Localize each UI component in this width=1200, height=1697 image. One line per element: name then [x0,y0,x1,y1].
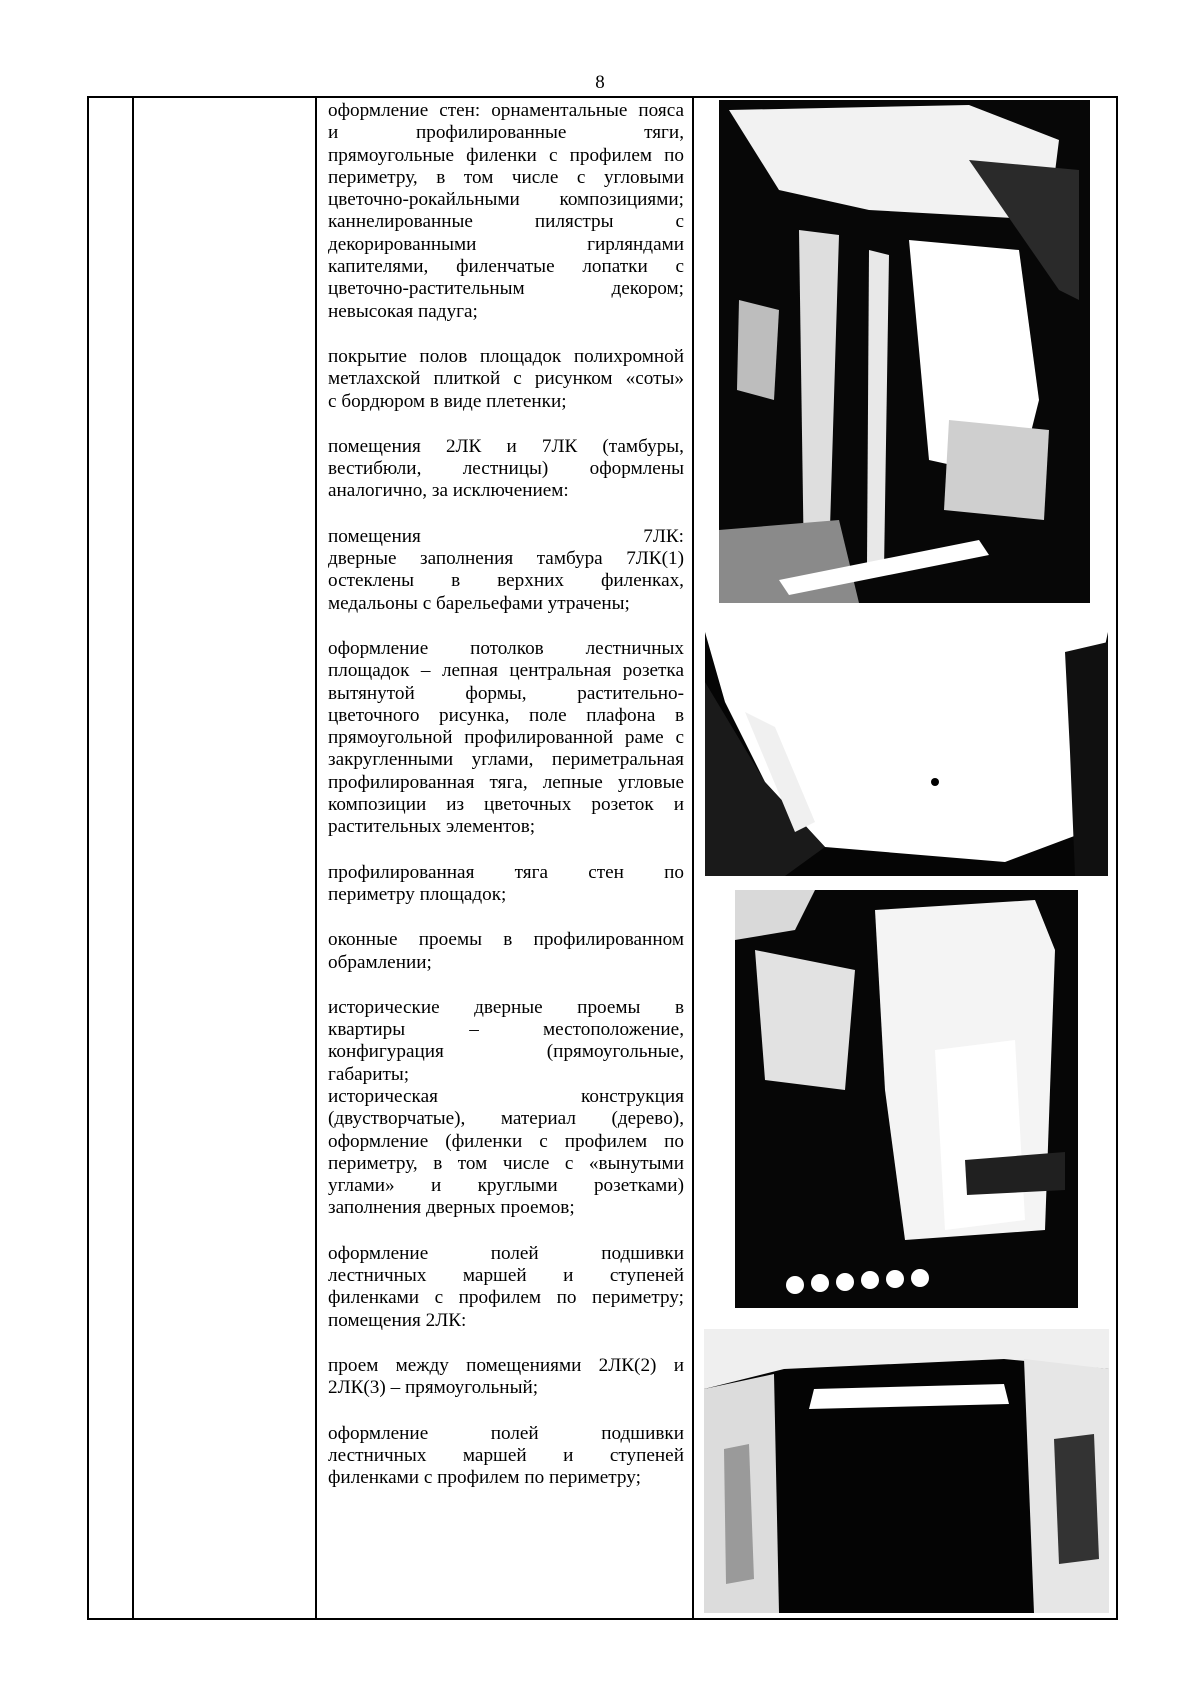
text-line: проем между помещениями 2ЛК(2) и [328,1354,684,1376]
text-line: прямоугольной профилированной раме с [328,727,684,749]
text-line: конфигурация (прямоугольные, [328,1041,684,1063]
paragraph-wall-cornice [328,862,684,907]
text-line: остеклены в верхних филенках, [328,570,684,592]
photo-doorway [704,1329,1109,1613]
text-line: цветочно-растительным декором; [328,278,684,300]
text-line: невысокая падуга; [328,300,478,322]
text-line: 2ЛК(3) – прямоугольный; [328,1377,539,1399]
text-line: габариты; [328,1063,410,1085]
text-line: капителями, филенчатые лопатки с [328,256,684,278]
text-line: прямоугольные филенки с профилем по [328,144,684,166]
text-line: профилированная тяга стен по [328,861,684,883]
text-line: цветочного рисунка, поле плафона в [328,704,684,726]
paragraph-opening-2lk [328,1355,684,1400]
text-line: филенками с профилем по периметру; [328,1287,684,1309]
description-column [328,100,684,1512]
text-line: помещения 2ЛК и 7ЛК (тамбуры, [328,435,684,457]
paragraph-stair-soffits-2 [328,1423,684,1490]
text-line: с бордюром в виде плетенки; [328,390,567,412]
text-line: покрытие полов площадок полихромной [328,345,684,367]
text-line: историческая конструкция [328,1085,684,1107]
text-line: и профилированные тяги, [328,122,684,144]
text-line: вестибюли, лестницы) оформлены [328,458,684,480]
paragraph-stair-soffits [328,1243,684,1332]
text-line: помещения 7ЛК: [328,525,684,547]
paragraph-floors [328,346,684,413]
text-line: профилированная тяга, лепные угловые [328,771,684,793]
text-line: цветочно-рокайльными композициями; [328,189,684,211]
text-line: закругленными углами, периметральная [328,749,684,771]
text-line: исторические дверные проемы в [328,996,684,1018]
text-line: лестничных маршей и ступеней [328,1265,684,1287]
paragraph-ceilings [328,638,684,839]
text-line: растительных элементов; [328,816,536,838]
text-line: площадок – лепная центральная розетка [328,660,684,682]
text-line: периметру, в том числе с «вынутыми [328,1152,684,1174]
text-line: декорированными гирляндами [328,233,684,255]
text-line: вытянутой формы, растительно- [328,682,684,704]
text-line: периметру, в том числе с угловыми [328,166,684,188]
text-line: филенками с профилем по периметру; [328,1467,641,1489]
text-line: дверные заполнения тамбура 7ЛК(1) [328,548,684,570]
text-line: оформление потолков лестничных [328,637,684,659]
column-divider-1 [132,96,134,1620]
text-line: оформление (филенки с профилем по [328,1130,684,1152]
photo-ceiling [705,632,1108,876]
page-number: 8 [595,72,605,93]
paragraph-windows [328,929,684,974]
text-line: медальоны с барельефами утрачены; [328,592,630,614]
paragraph-walls [328,100,684,323]
text-line: аналогично, за исключением: [328,480,569,502]
text-line: каннелированные пилястры с [328,211,684,233]
photo-staircase [735,890,1078,1308]
text-line: помещения 2ЛК: [328,1309,467,1331]
text-line: метлахской плиткой с рисунком «соты» [328,368,684,390]
text-line: композиции из цветочных розеток и [328,794,684,816]
paragraph-room-7lk [328,526,684,615]
text-line: квартиры – местоположение, [328,1019,684,1041]
paragraph-rooms-2lk-7lk [328,436,684,503]
text-line: периметру площадок; [328,883,507,905]
text-line: оформление полей подшивки [328,1422,684,1444]
text-line: обрамлении; [328,951,432,973]
photo-vestibule [719,100,1090,603]
column-divider-3 [692,96,694,1620]
paragraph-doors [328,997,684,1220]
text-line: оформление полей подшивки [328,1242,684,1264]
text-line: заполнения дверных проемов; [328,1197,575,1219]
text-line: оформление стен: орнаментальные пояса [328,100,684,121]
column-divider-2 [315,96,317,1620]
text-line: оконные проемы в профилированном [328,929,684,951]
text-line: лестничных маршей и ступеней [328,1444,684,1466]
text-line: (двустворчатые), материал (дерево), [328,1108,684,1130]
text-line: углами» и круглыми розетками) [328,1175,684,1197]
